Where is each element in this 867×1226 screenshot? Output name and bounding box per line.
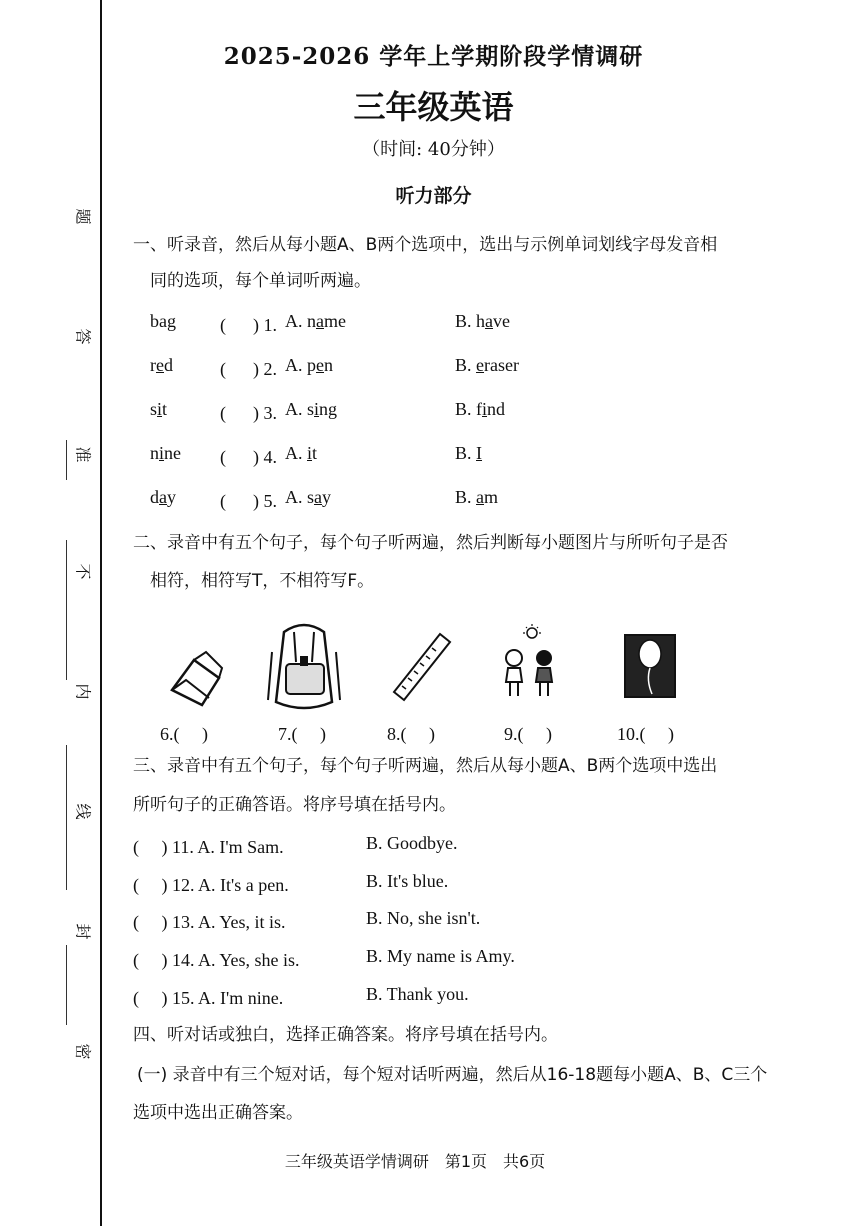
underlined-letter: a xyxy=(159,487,167,507)
underlined-letter: e xyxy=(156,355,164,375)
question-option-a: ( ) 14. A. Yes, she is. xyxy=(133,950,300,970)
margin-char: 内 xyxy=(73,683,93,700)
example-word-part: t xyxy=(162,399,168,419)
option-a xyxy=(285,487,331,508)
underlined-letter: a xyxy=(485,311,494,331)
section4-sub-heading: (一) 录音中有三个短对话，每个短对话听两遍，然后从16-18题每小题A、B、C三个 xyxy=(137,1065,768,1085)
margin-dash xyxy=(66,945,67,1025)
example-word-part: y xyxy=(167,487,176,507)
underlined-letter: i xyxy=(159,443,165,463)
example-word xyxy=(150,399,167,420)
question-option-a: ( ) 11. A. I'm Sam. xyxy=(133,837,284,857)
picture-label: 8.( ) xyxy=(387,724,435,744)
option-text: A. s xyxy=(285,487,315,507)
example-word-part: s xyxy=(150,399,158,419)
option-text: A. xyxy=(285,443,307,463)
question-option-a: ( ) 12. A. It's a pen. xyxy=(133,875,289,895)
example-word xyxy=(150,355,173,376)
option-a xyxy=(285,399,337,420)
question-number xyxy=(220,399,277,425)
example-word xyxy=(150,443,181,464)
example-word-part: r xyxy=(150,355,156,375)
children-icon xyxy=(498,624,564,702)
answer-blank: ( ) 2. xyxy=(220,359,277,379)
option-text: nd xyxy=(487,399,506,419)
example-word-part: d xyxy=(150,487,159,507)
section4-heading: 四、听对话或独白，选择正确答案。将序号填在括号内。 xyxy=(133,1025,558,1045)
eraser-icon xyxy=(164,640,224,710)
underlined-letter: i xyxy=(482,399,488,419)
example-word-part: d xyxy=(164,355,173,375)
margin-char: 不 xyxy=(73,563,93,580)
question-option-b: B. Goodbye. xyxy=(366,833,458,853)
margin-char: 封 xyxy=(73,923,93,940)
option-text: B. xyxy=(455,443,477,463)
exam-title: 2025-2026 学年上学期阶段学情调研 xyxy=(223,43,644,70)
section3-heading-cont: 所听句子的正确答语。将序号填在括号内。 xyxy=(133,795,456,815)
underlined-letter: a xyxy=(314,487,323,507)
option-text: t xyxy=(312,443,318,463)
underlined-letter: e xyxy=(316,355,324,375)
option-b xyxy=(455,355,519,376)
margin-char: 密 xyxy=(73,1043,93,1060)
question-number xyxy=(220,355,277,381)
ruler-icon xyxy=(388,626,456,704)
question-option-a: ( ) 13. A. Yes, it is. xyxy=(133,912,286,932)
underlined-letter: i xyxy=(157,399,163,419)
margin-dash xyxy=(66,540,67,680)
option-a xyxy=(285,443,317,464)
margin-char: 答 xyxy=(73,328,93,345)
option-text: A. s xyxy=(285,399,315,419)
question-number xyxy=(220,311,277,337)
option-text: A. p xyxy=(285,355,316,375)
example-word-part: ba xyxy=(150,311,167,331)
option-text: B. f xyxy=(455,399,482,419)
backpack-icon xyxy=(266,622,342,714)
picture-label: 10.( ) xyxy=(617,724,674,744)
example-word xyxy=(150,487,176,508)
question-option-b: B. My name is Amy. xyxy=(366,946,515,966)
option-b xyxy=(455,443,482,464)
option-text: A. n xyxy=(285,311,316,331)
section1-heading: 一、听录音，然后从每小题A、B两个选项中，选出与示例单词划线字母发音相 xyxy=(133,235,718,255)
section4-sub-heading-cont: 选项中选出正确答案。 xyxy=(133,1103,303,1123)
option-text: B. xyxy=(455,355,477,375)
section2-heading: 二、录音中有五个句子，每个句子听两遍，然后判断每小题图片与所听句子是否 xyxy=(133,533,728,553)
question-number xyxy=(220,487,277,513)
underlined-letter: a xyxy=(476,487,485,507)
option-text: n xyxy=(324,355,333,375)
example-word xyxy=(150,311,176,332)
margin-char: 准 xyxy=(73,446,93,463)
option-b xyxy=(455,399,505,420)
underlined-letter: a xyxy=(316,311,324,331)
option-text: ve xyxy=(493,311,511,331)
picture-label: 9.( ) xyxy=(504,724,552,744)
margin-dash xyxy=(66,440,67,480)
underlined-letter: g xyxy=(167,311,176,331)
option-text: y xyxy=(322,487,332,507)
question-option-b: B. No, she isn't. xyxy=(366,908,481,928)
section3-heading: 三、录音中有五个句子，每个句子听两遍，然后从每小题A、B两个选项中选出 xyxy=(133,756,718,776)
answer-blank: ( ) 1. xyxy=(220,315,277,335)
option-text: ng xyxy=(319,399,338,419)
page-footer: 三年级英语学情调研 第1页 共6页 xyxy=(284,1152,546,1171)
question-option-b: B. Thank you. xyxy=(366,984,469,1004)
answer-blank: ( ) 4. xyxy=(220,447,277,467)
option-text: B. xyxy=(455,487,477,507)
example-word-part: ne xyxy=(164,443,182,463)
option-a xyxy=(285,355,333,376)
question-option-b: B. It's blue. xyxy=(366,871,449,891)
section1-heading-cont: 同的选项，每个单词听两遍。 xyxy=(150,271,371,291)
balloon-icon xyxy=(624,634,676,698)
option-text: raser xyxy=(484,355,519,375)
picture-label: 6.( ) xyxy=(160,724,208,744)
option-text: me xyxy=(324,311,346,331)
picture-label: 7.( ) xyxy=(278,724,326,744)
margin-char: 题 xyxy=(73,208,93,225)
underlined-letter: I xyxy=(476,443,483,463)
subject-title: 三年级英语 xyxy=(353,88,514,126)
answer-blank: ( ) 5. xyxy=(220,491,277,511)
part-title: 听力部分 xyxy=(395,185,472,207)
margin-dash xyxy=(66,745,67,890)
margin-char: 线 xyxy=(73,803,93,820)
option-text: m xyxy=(484,487,499,507)
option-b xyxy=(455,311,510,332)
option-b xyxy=(455,487,498,508)
underlined-letter: e xyxy=(476,355,485,375)
answer-blank: ( ) 3. xyxy=(220,403,277,423)
question-number xyxy=(220,443,277,469)
underlined-letter: i xyxy=(307,443,313,463)
option-a xyxy=(285,311,346,332)
question-option-a: ( ) 15. A. I'm nine. xyxy=(133,988,284,1008)
underlined-letter: i xyxy=(314,399,320,419)
example-word-part: n xyxy=(150,443,159,463)
section2-heading-cont: 相符，相符写T，不相符写F。 xyxy=(150,571,375,591)
time-limit: （时间: 40分钟） xyxy=(362,139,505,160)
option-text: B. h xyxy=(455,311,486,331)
